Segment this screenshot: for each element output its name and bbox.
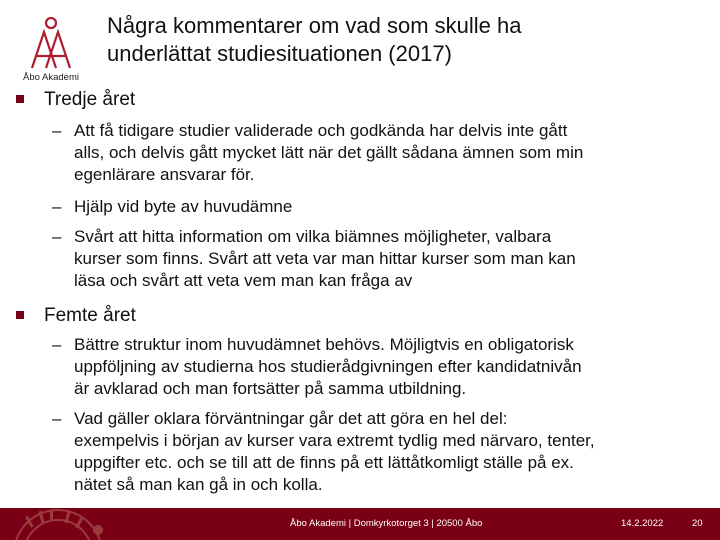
list-item (74, 334, 694, 400)
list-item-line: Att få tidigare studier validerade och godkända har delvis inte gått (74, 121, 568, 140)
section-heading: Femte året (44, 305, 136, 326)
university-seal-icon (0, 508, 130, 540)
list-item-line: Vad gäller oklara förväntningar går det att göra en hel del: (74, 409, 508, 428)
dash-bullet: – (52, 409, 62, 428)
dash-bullet: – (52, 335, 62, 354)
list-item-line: är avklarad och man fortsätter på samma utbildning. (74, 379, 467, 398)
list-item-line: kurser som finns. Svårt att veta var man hittar kurser som man kan (74, 249, 576, 268)
title-line: underlättat studiesituationen (2017) (107, 41, 452, 66)
list-item-line: läsa och svårt att veta vem man kan fråga av (74, 271, 413, 290)
abo-akademi-emblem-icon (24, 14, 78, 70)
list-item (74, 120, 694, 186)
page-number: 20 (692, 518, 703, 529)
list-item-line: nätet så man kan gå in och kolla. (74, 475, 323, 494)
square-bullet-icon (16, 95, 24, 103)
dash-bullet: – (52, 197, 62, 216)
list-item (74, 226, 694, 292)
list-item-line: alls, och delvis gått mycket lätt när det gällt sådana ämnen som min (74, 143, 584, 162)
list-item-line: Svårt att hitta information om vilka biämnes möjligheter, valbara (74, 227, 552, 246)
list-item (74, 408, 694, 496)
list-item-line: egenlärare ansvarar för. (74, 165, 255, 184)
dash-bullet: – (52, 227, 62, 246)
title-line: Några kommentarer om vad som skulle ha (107, 13, 522, 38)
footer-address: Åbo Akademi | Domkyrkotorget 3 | 20500 Åbo (290, 518, 483, 529)
list-item-line: Bättre struktur inom huvudämnet behövs. Möjligtvis en obligatorisk (74, 335, 574, 354)
section-heading: Tredje året (44, 89, 136, 110)
list-item-line: uppföljning av studierna hos studierådgivningen efter kandidatnivån (74, 357, 582, 376)
dash-bullet: – (52, 121, 62, 140)
square-bullet-icon (16, 311, 24, 319)
list-item (74, 196, 694, 218)
footer-bar (0, 508, 720, 540)
logo-text: Åbo Akademi (23, 72, 79, 83)
abo-akademi-logo (18, 14, 84, 84)
footer-date: 14.2.2022 (621, 518, 664, 529)
list-item-line: Hjälp vid byte av huvudämne (74, 197, 293, 216)
list-item-line: exempelvis i början av kurser vara extremt tydlig med närvaro, tenter, (74, 431, 595, 450)
list-item-line: uppgifter etc. och se till att de finns på ett lättåtkomligt ställe på ex. (74, 453, 574, 472)
slide-title (107, 12, 707, 68)
